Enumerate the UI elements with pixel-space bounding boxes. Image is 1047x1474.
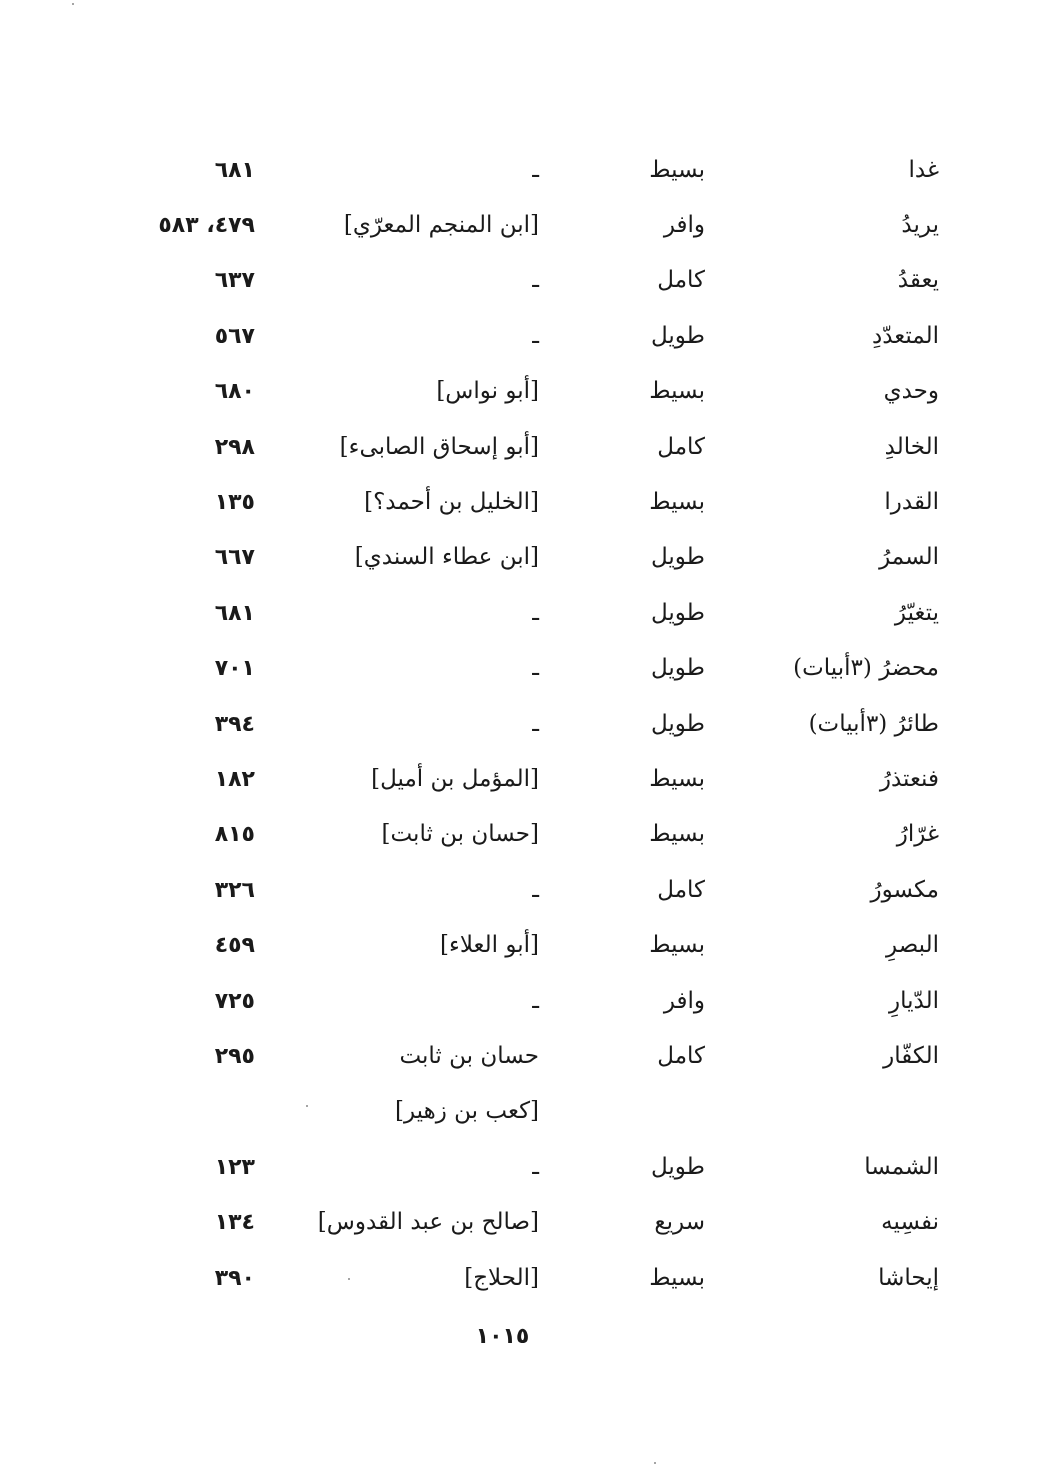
table-row	[0, 642, 1047, 697]
page-refs: ١٣٥	[214, 489, 255, 515]
meter: طويل	[650, 710, 705, 737]
meter: بسيط	[649, 766, 705, 793]
meter: كامل	[657, 267, 705, 294]
meter: طويل	[650, 323, 705, 350]
rhyme-word: الخالدِ	[884, 433, 939, 460]
rhyme-word: يعقدُ	[897, 267, 939, 294]
meter: كامل	[657, 1043, 705, 1070]
table-row	[0, 752, 1047, 807]
meter: بسيط	[649, 932, 705, 959]
table-row	[0, 254, 1047, 309]
rhyme-word: المتعدّدِ	[871, 323, 939, 350]
poet: [صالح بن عبد القدوس]	[317, 1209, 539, 1236]
poet: [حسان بن ثابت]	[381, 821, 539, 848]
page-refs: ٤٧٩، ٥٨٣	[158, 212, 255, 238]
poet: [كعب بن زهير]	[395, 1098, 539, 1125]
page-refs: ٣٩٠	[214, 1265, 255, 1291]
page-refs: ٥٦٧	[214, 323, 255, 349]
meter: طويل	[650, 600, 705, 627]
scan-speck	[348, 1278, 350, 1280]
poet: [أبو نواس]	[436, 378, 539, 405]
meter: بسيط	[649, 378, 705, 405]
rhyme-word: يتغيّرُ	[894, 600, 939, 627]
page-number: ١٠١٥	[475, 1324, 530, 1349]
page-refs: ٨١٥	[214, 822, 255, 848]
rhyme-word: الشمسا	[864, 1153, 939, 1180]
meter: وافر	[663, 987, 705, 1014]
page-refs: ٦٨٠	[214, 379, 255, 405]
meter: بسيط	[649, 156, 705, 183]
page-refs: ١٣٤	[214, 1209, 255, 1235]
scan-speck	[654, 1462, 656, 1464]
rhyme-word: محضرُ (٣أبيات)	[793, 655, 939, 682]
table-row	[0, 420, 1047, 475]
table-row	[0, 1251, 1047, 1306]
page-refs: ١٢٣	[214, 1154, 255, 1180]
rhyme-word: إيحاشا	[878, 1264, 939, 1291]
rhyme-word: القدرا	[884, 489, 939, 516]
rhyme-word: طائرُ (٣أبيات)	[808, 710, 939, 737]
page-refs: ٢٩٥	[214, 1043, 255, 1069]
rhyme-word: البصرِ	[886, 932, 939, 959]
meter: كامل	[657, 876, 705, 903]
rhyme-word: مكسورُ	[870, 876, 939, 903]
rhyme-word: الكفّار	[883, 1043, 939, 1070]
poet: ـ	[532, 876, 539, 903]
table-row	[0, 974, 1047, 1029]
poet: ـ	[532, 987, 539, 1014]
page-refs: ٧٢٥	[214, 988, 255, 1014]
poet: [ابن عطاء السندي]	[354, 544, 539, 571]
scan-speck	[72, 3, 74, 5]
table-row	[0, 143, 1047, 198]
meter: طويل	[650, 1153, 705, 1180]
poet: [الحلاج]	[464, 1264, 539, 1291]
page-refs: ٣٢٦	[214, 877, 255, 903]
table-row	[0, 365, 1047, 420]
page-refs: ٦٨١	[214, 157, 255, 183]
poet: [ابن المنجم المعرّي]	[343, 212, 539, 239]
meter: سريع	[654, 1209, 705, 1236]
poet: ـ	[532, 156, 539, 183]
meter: طويل	[650, 655, 705, 682]
poet: [المؤمل بن أميل]	[371, 766, 539, 793]
table-row	[0, 1029, 1047, 1084]
rhyme-word: وحدي	[883, 378, 939, 405]
table-row	[0, 863, 1047, 918]
rhyme-word: نفسِيه	[881, 1209, 939, 1236]
scan-speck	[306, 1105, 308, 1107]
table-row	[0, 808, 1047, 863]
page-refs: ٦٣٧	[214, 268, 255, 294]
table-row	[0, 475, 1047, 530]
table-row	[0, 1140, 1047, 1195]
poet: حسان بن ثابت	[399, 1043, 539, 1070]
rhyme-word: غدا	[908, 156, 939, 183]
meter: بسيط	[649, 489, 705, 516]
table-row	[0, 586, 1047, 641]
table-row	[0, 1085, 1047, 1140]
poet: [أبو العلاء]	[440, 932, 539, 959]
meter: بسيط	[649, 821, 705, 848]
table-row	[0, 1195, 1047, 1250]
page-refs: ١٨٢	[214, 766, 255, 792]
poet: ـ	[532, 600, 539, 627]
rhyme-word: فنعتذرُ	[879, 766, 939, 793]
table-row	[0, 918, 1047, 973]
page-refs: ٣٩٤	[214, 711, 255, 737]
table-row	[0, 531, 1047, 586]
page-refs: ٧٠١	[214, 656, 255, 682]
table-row	[0, 198, 1047, 253]
table-row	[0, 697, 1047, 752]
poet: ـ	[532, 1153, 539, 1180]
poet: ـ	[532, 323, 539, 350]
page-refs: ٦٨١	[214, 600, 255, 626]
meter: طويل	[650, 544, 705, 571]
rhyme-word: غرّارُ	[896, 821, 939, 848]
poet: [أبو إسحاق الصابىء]	[339, 433, 539, 460]
rhyme-word: الدّيارِ	[889, 987, 939, 1014]
poet: ـ	[532, 267, 539, 294]
page-refs: ٤٥٩	[214, 932, 255, 958]
meter: بسيط	[649, 1264, 705, 1291]
meter: كامل	[657, 433, 705, 460]
table-row	[0, 309, 1047, 364]
rhyme-word: يريدُ	[901, 212, 939, 239]
rhyme-word: السمرُ	[879, 544, 939, 571]
poet: ـ	[532, 655, 539, 682]
verse-index-table	[0, 143, 1047, 1306]
page-refs: ٢٩٨	[214, 434, 255, 460]
poet: [الخليل بن أحمد؟]	[364, 489, 539, 516]
poet: ـ	[532, 710, 539, 737]
page-refs: ٦٦٧	[214, 545, 255, 571]
meter: وافر	[663, 212, 705, 239]
